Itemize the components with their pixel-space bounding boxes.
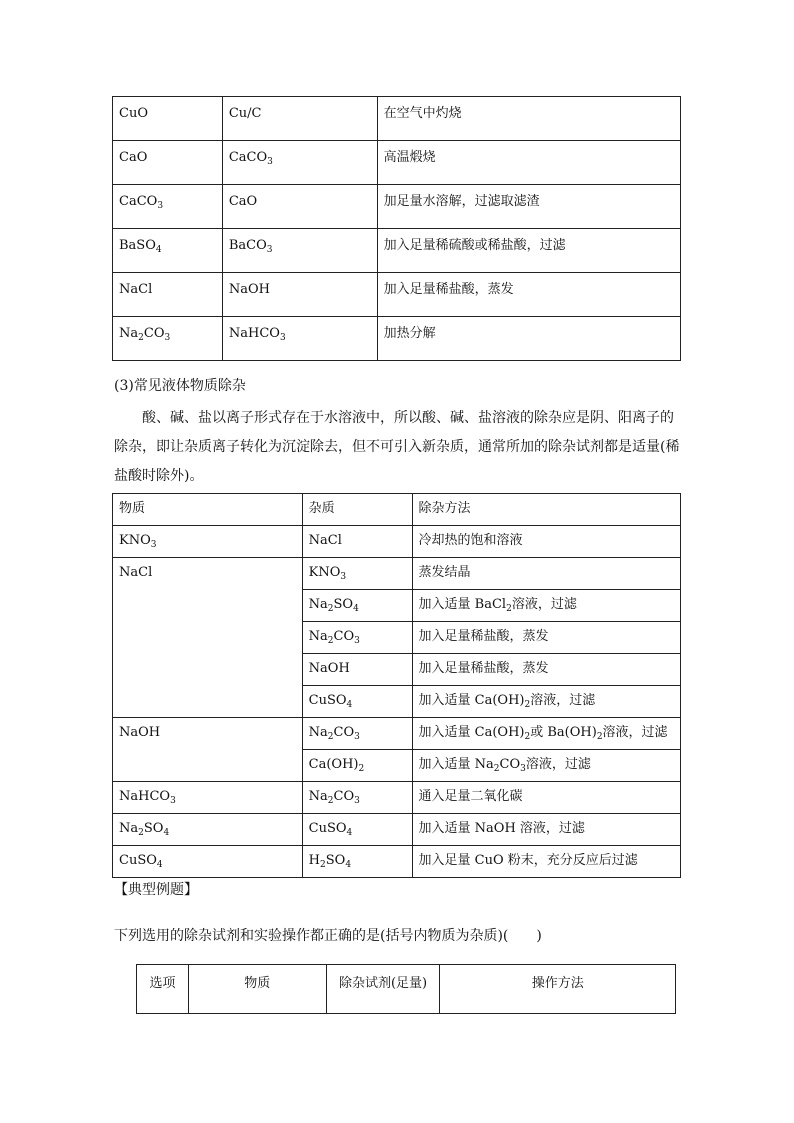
table-row <box>113 526 681 558</box>
impurity-cell: NaOH <box>302 654 412 686</box>
header-cell: 物质 <box>188 965 326 1014</box>
header-cell: 除杂方法 <box>412 494 680 526</box>
substance-cell: CaO <box>113 141 223 185</box>
method-cell: 加入适量 $Ca(OH)_2$溶液，过滤 <box>412 686 680 718</box>
table-header-row <box>137 965 676 1014</box>
method-cell: 冷却热的饱和溶液 <box>412 526 680 558</box>
substance-cell: $Na_2SO_4$ <box>113 814 303 846</box>
impurity-cell: Cu/C <box>222 97 377 141</box>
substance-cell: NaOH <box>113 718 303 782</box>
method-cell: 加入足量稀盐酸，蒸发 <box>377 273 680 317</box>
method-cell: 加热分解 <box>377 317 680 361</box>
impurity-cell: $H_2SO_4$ <box>302 846 412 878</box>
table-row <box>113 317 681 361</box>
header-cell: 操作方法 <box>440 965 676 1014</box>
method-cell: 蒸发结晶 <box>412 558 680 590</box>
method-cell: 加入足量稀盐酸，蒸发 <box>412 654 680 686</box>
method-cell: 在空气中灼烧 <box>377 97 680 141</box>
table-row <box>113 782 681 814</box>
method-cell: 通入足量二氧化碳 <box>412 782 680 814</box>
header-cell: 除杂试剂(足量) <box>326 965 440 1014</box>
substance-cell: NaCl <box>113 558 303 718</box>
table-row <box>113 229 681 273</box>
typical-example-heading: 【典型例题】 <box>114 882 198 898</box>
table-row <box>113 141 681 185</box>
method-cell: 加入足量稀盐酸，蒸发 <box>412 622 680 654</box>
section-heading: (3)常见液体物质除杂 <box>114 378 246 394</box>
table-row <box>113 97 681 141</box>
header-cell: 物质 <box>113 494 303 526</box>
method-cell: 加入适量 NaOH 溶液，过滤 <box>412 814 680 846</box>
question-options-table <box>136 964 676 1014</box>
substance-cell: CuSO$_4$ <box>113 846 303 878</box>
substance-cell: NaCl <box>113 273 223 317</box>
impurity-cell: NaOH <box>222 273 377 317</box>
method-cell: 高温煅烧 <box>377 141 680 185</box>
method-cell: 加入适量 $Ca(OH)_2$或 $Ba(OH)_2$溶液，过滤 <box>412 718 680 750</box>
method-cell: 加足量水溶解，过滤取滤渣 <box>377 185 680 229</box>
table-row <box>113 846 681 878</box>
impurity-cell: NaHCO$_3$ <box>222 317 377 361</box>
method-cell: 加入适量 $Na_2CO_3$溶液，过滤 <box>412 750 680 782</box>
question-text: 下列选用的除杂试剂和实验操作都正确的是(括号内物质为杂质)( ) <box>114 928 542 944</box>
table-row <box>113 185 681 229</box>
impurity-cell: BaCO$_3$ <box>222 229 377 273</box>
impurity-cell: $Na_2SO_4$ <box>302 590 412 622</box>
header-cell: 选项 <box>137 965 189 1014</box>
table-row <box>113 558 681 590</box>
impurity-cell: CaO <box>222 185 377 229</box>
table-row <box>113 814 681 846</box>
method-cell: 加入适量 BaCl$_2$溶液，过滤 <box>412 590 680 622</box>
impurity-cell: NaCl <box>302 526 412 558</box>
substance-cell: $KNO_3$ <box>113 526 303 558</box>
impurity-cell: CuSO$_4$ <box>302 686 412 718</box>
table-row <box>113 273 681 317</box>
substance-cell: BaSO$_4$ <box>113 229 223 273</box>
impurity-cell: CaCO$_3$ <box>222 141 377 185</box>
impurity-cell: $Na_2CO_3$ <box>302 622 412 654</box>
table-row <box>113 718 681 750</box>
method-cell: 加入足量稀硫酸或稀盐酸，过滤 <box>377 229 680 273</box>
substance-cell: CaCO$_3$ <box>113 185 223 229</box>
solid-impurity-table <box>112 96 681 361</box>
impurity-cell: $KNO_3$ <box>302 558 412 590</box>
table-header-row <box>113 494 681 526</box>
substance-cell: NaHCO$_3$ <box>113 782 303 814</box>
substance-cell: $Na_2CO_3$ <box>113 317 223 361</box>
impurity-cell: CuSO$_4$ <box>302 814 412 846</box>
impurity-cell: $Na_2CO_3$ <box>302 718 412 750</box>
substance-cell: CuO <box>113 97 223 141</box>
section-paragraph: 酸、碱、盐以离子形式存在于水溶液中，所以酸、碱、盐溶液的除杂应是阴、阳离子的除杂，即让杂质离子转化为沉淀除去，但不可引入新杂质，通常所加的除杂试剂都是适量(稀盐酸时除外)。 <box>114 410 680 484</box>
liquid-impurity-table <box>112 493 681 878</box>
impurity-cell: $Ca(OH)_2$ <box>302 750 412 782</box>
impurity-cell: $Na_2CO_3$ <box>302 782 412 814</box>
method-cell: 加入足量 CuO 粉末，充分反应后过滤 <box>412 846 680 878</box>
header-cell: 杂质 <box>302 494 412 526</box>
